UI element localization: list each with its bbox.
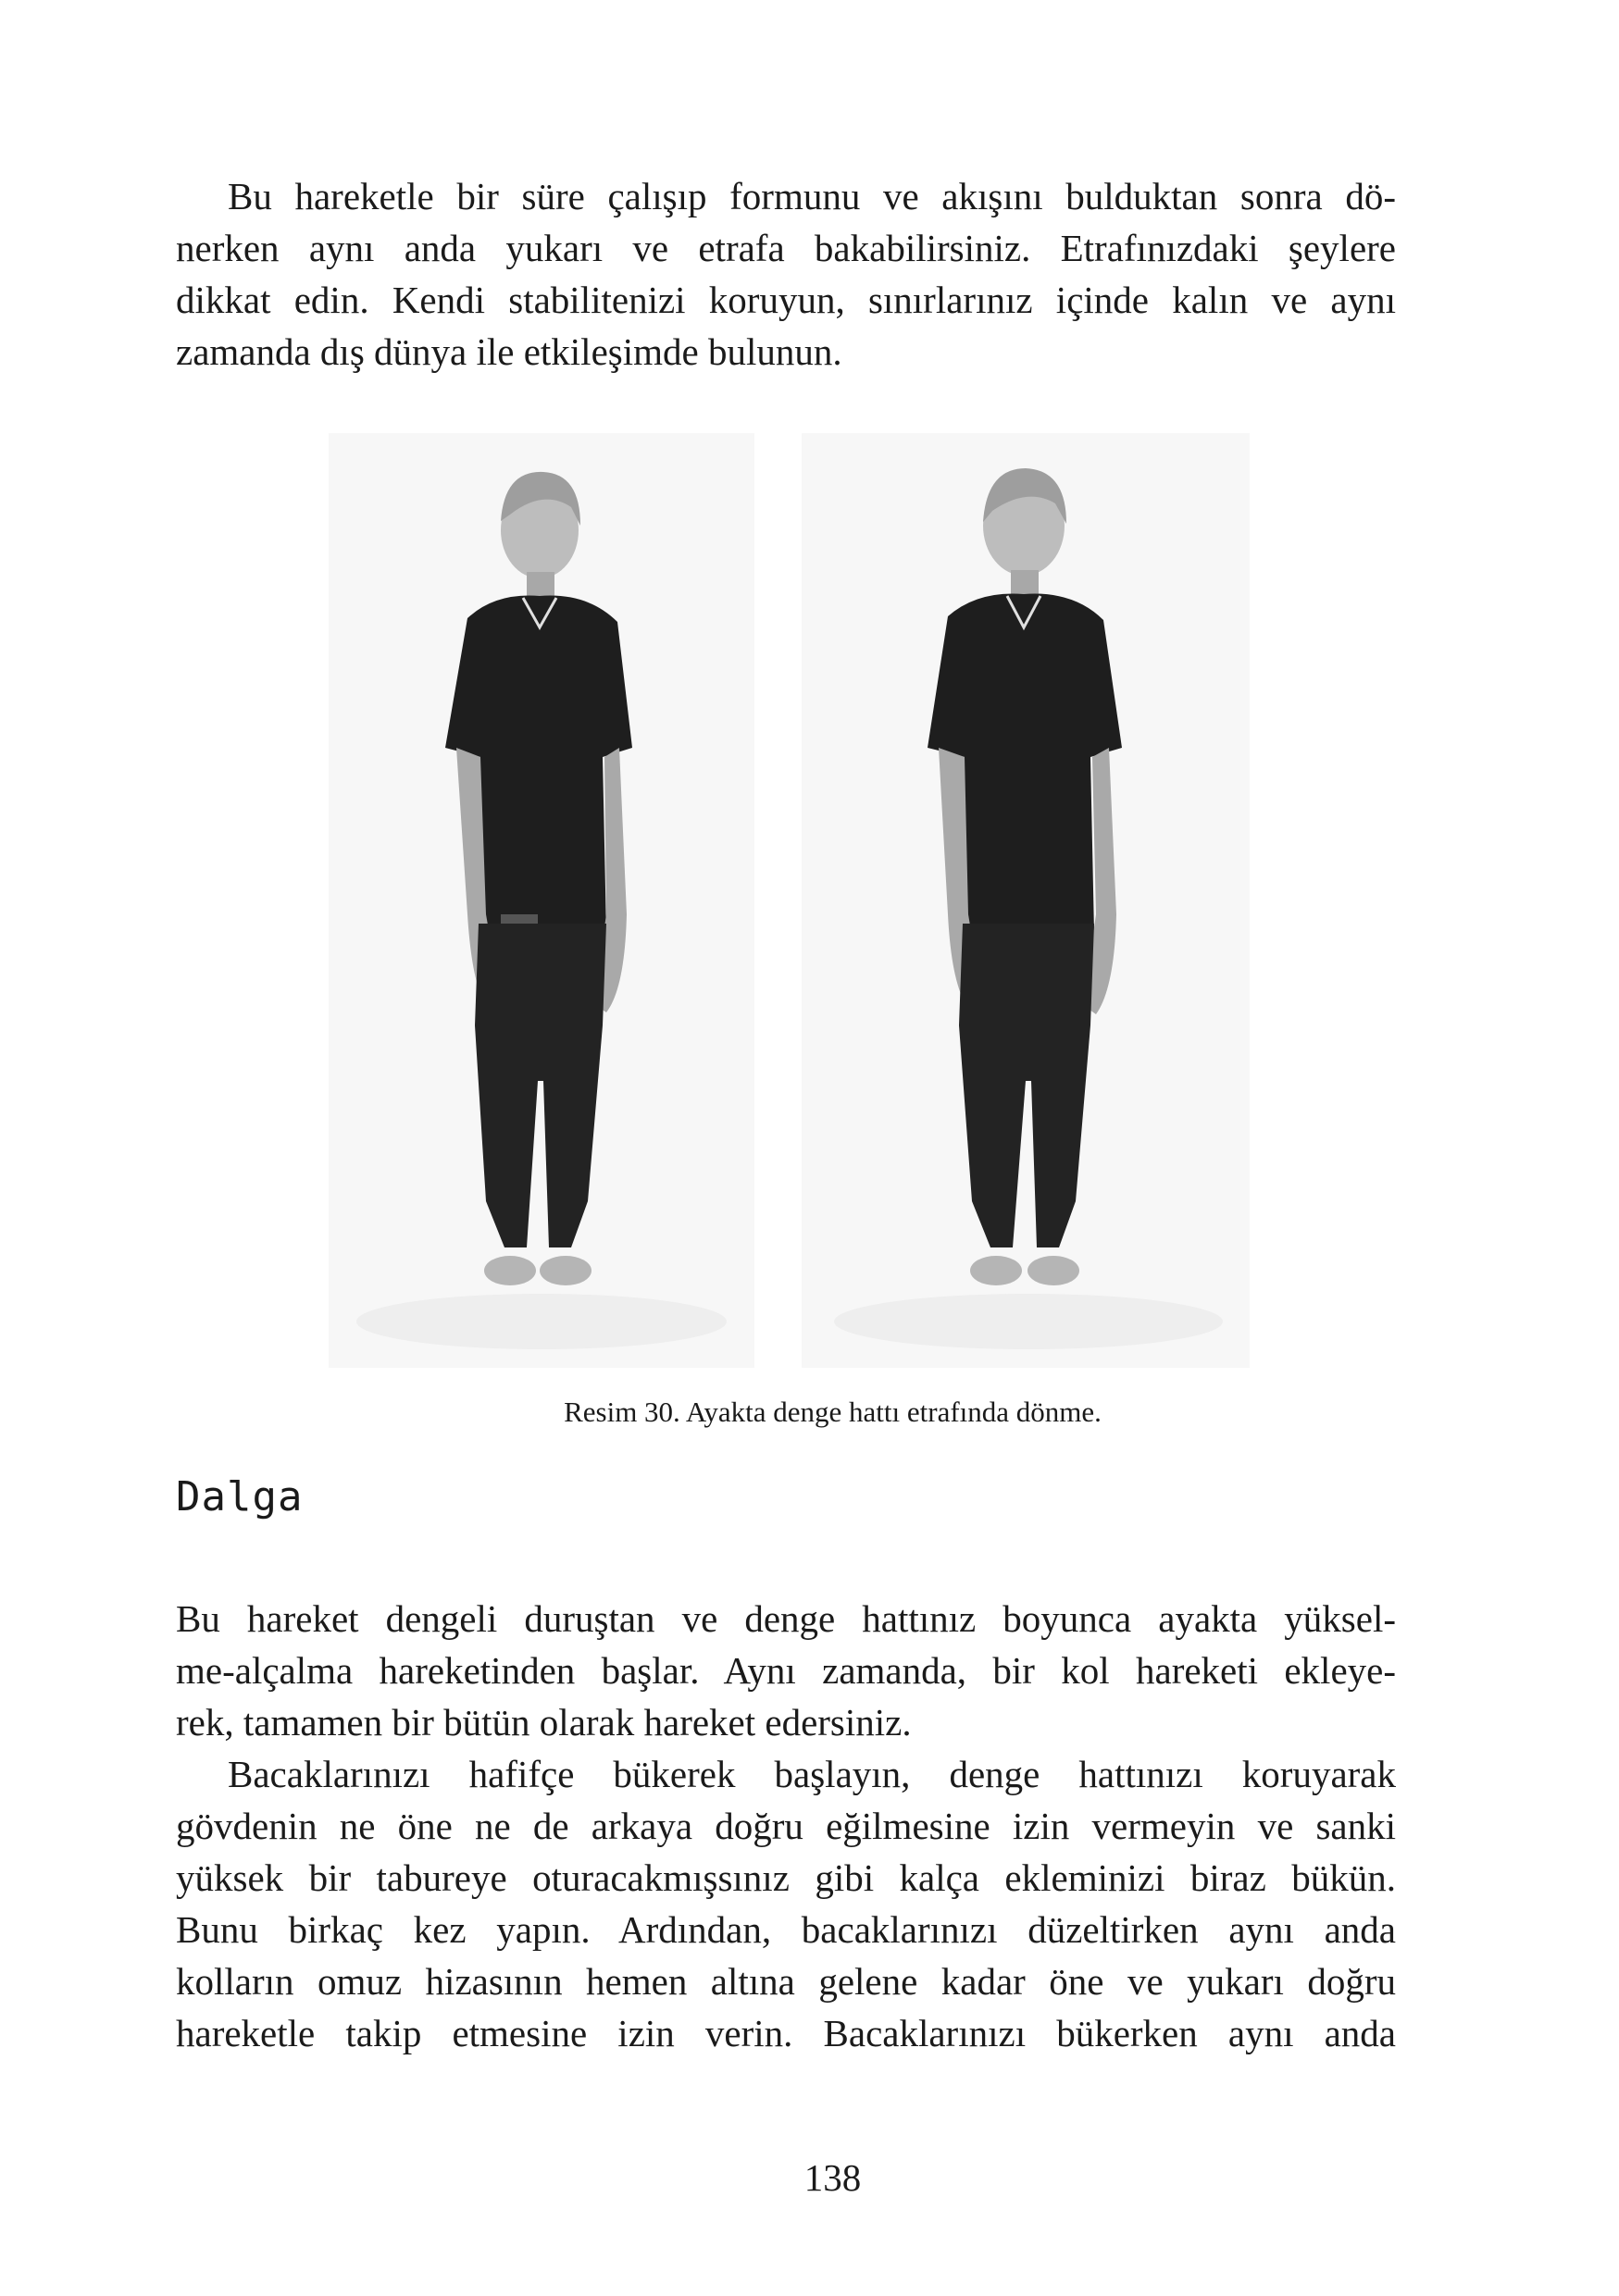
text-line: rek, tamamen bir bütün olarak hareket edersiniz. [176,1701,912,1744]
text-line: Bu hareketle bir süre çalışıp formunu ve akışını bulduktan sonra dö- [228,175,1396,217]
photo-woman-turned-right [802,433,1250,1368]
text-line: dikkat edin. Kendi stabilitenizi koruyun, sınırlarınız içinde kalın ve aynı [176,279,1396,321]
paragraph-dalga-intro [176,1593,1396,1748]
text-line: yüksek bir tabureye oturacakmışsınız gibi kalça ekleminizi biraz bükün. [176,1856,1396,1899]
text-line: nerken aynı anda yukarı ve etrafa bakabilirsiniz. Etrafınızdaki şeylere [176,227,1396,269]
paragraph-intro [176,170,1396,378]
paragraph-dalga-instructions [176,1748,1396,2059]
text-line: Bu hareket dengeli duruştan ve denge hattınız boyunca ayakta yüksel- [176,1597,1396,1640]
figure-caption: Resim 30. Ayakta denge hattı etrafında dönme. [564,1396,1102,1428]
text-line: Bacaklarınızı hafifçe bükerek başlayın, denge hattınızı koruyarak [228,1753,1396,1795]
text-line: zamanda dış dünya ile etkileşimde bulunun. [176,330,842,373]
photo-woman-turned-left [329,433,754,1368]
section-heading: Dalga [176,1473,304,1520]
text-line: hareketle takip etmesine izin verin. Bacaklarınızı bükerken aynı anda [176,2012,1396,2054]
text-line: Bunu birkaç kez yapın. Ardından, bacaklarınızı düzeltirken aynı anda [176,1908,1396,1951]
text-line: gövdenin ne öne ne de arkaya doğru eğilmesine izin vermeyin ve sanki [176,1805,1396,1847]
text-line: me-alçalma hareketinden başlar. Aynı zamanda, bir kol hareketi ekleye- [176,1649,1396,1692]
page-number: 138 [803,2156,862,2199]
text-line: kolların omuz hizasının hemen altına gelene kadar öne ve yukarı doğru [176,1960,1396,2003]
